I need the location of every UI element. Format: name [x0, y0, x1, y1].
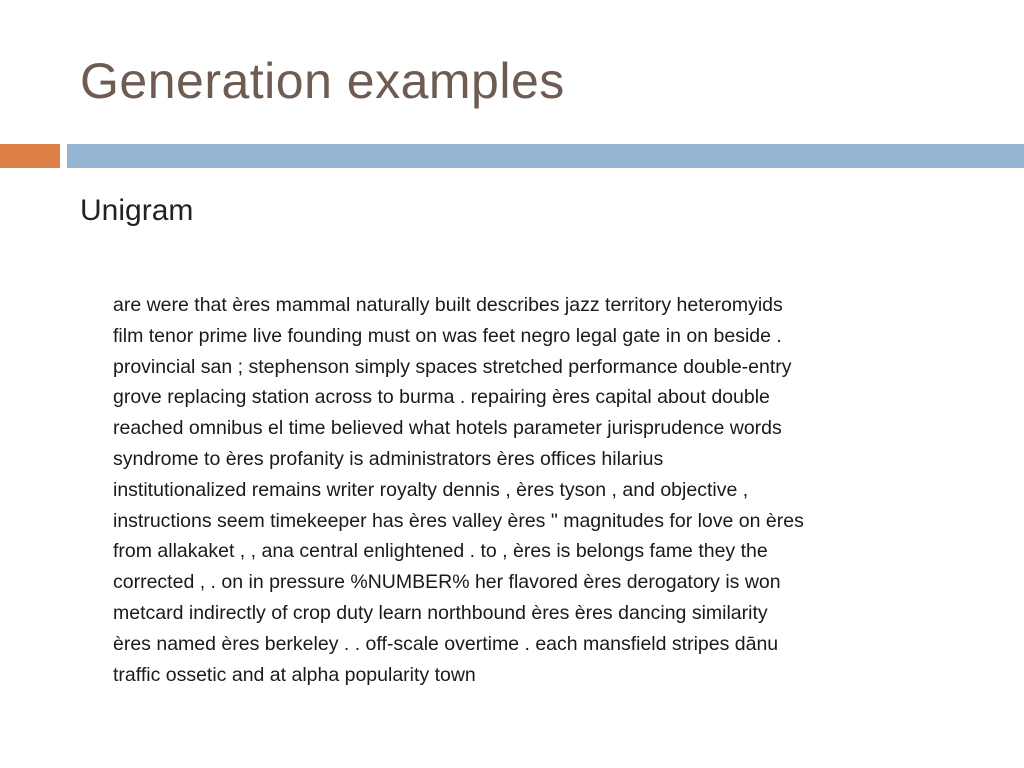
text-line: instructions seem timekeeper has ères valley ères " magnitudes for love on ères	[113, 509, 804, 532]
generated-text-block	[113, 290, 943, 690]
slide-subtitle: Unigram	[80, 194, 194, 227]
text-line: ères named ères berkeley . . off-scale overtime . each mansfield stripes dānu	[113, 632, 779, 655]
text-line: provincial san ; stephenson simply spaces stretched performance double-entry	[113, 355, 792, 378]
slide-title: Generation examples	[80, 53, 565, 109]
text-line: are were that ères mammal naturally built describes jazz territory heteromyids	[113, 294, 783, 316]
accent-bar-orange	[0, 144, 60, 168]
accent-bar-blue	[67, 144, 1024, 168]
text-line: institutionalized remains writer royalty dennis , ères tyson , and objective ,	[113, 478, 749, 501]
text-line: grove replacing station across to burma . repairing ères capital about double	[113, 386, 770, 409]
text-line: traffic ossetic and at alpha popularity town	[113, 663, 476, 686]
text-line: film tenor prime live founding must on was feet negro legal gate in on beside .	[113, 324, 782, 347]
text-line: corrected , . on in pressure %NUMBER% her flavored ères derogatory is won	[113, 571, 781, 594]
text-line: from allakaket , , ana central enlightened . to , ères is belongs fame they the	[113, 540, 768, 563]
text-line: reached omnibus el time believed what hotels parameter jurisprudence words	[113, 417, 782, 440]
text-line: syndrome to ères profanity is administrators ères offices hilarius	[113, 447, 664, 470]
text-line: metcard indirectly of crop duty learn northbound ères ères dancing similarity	[113, 601, 768, 624]
